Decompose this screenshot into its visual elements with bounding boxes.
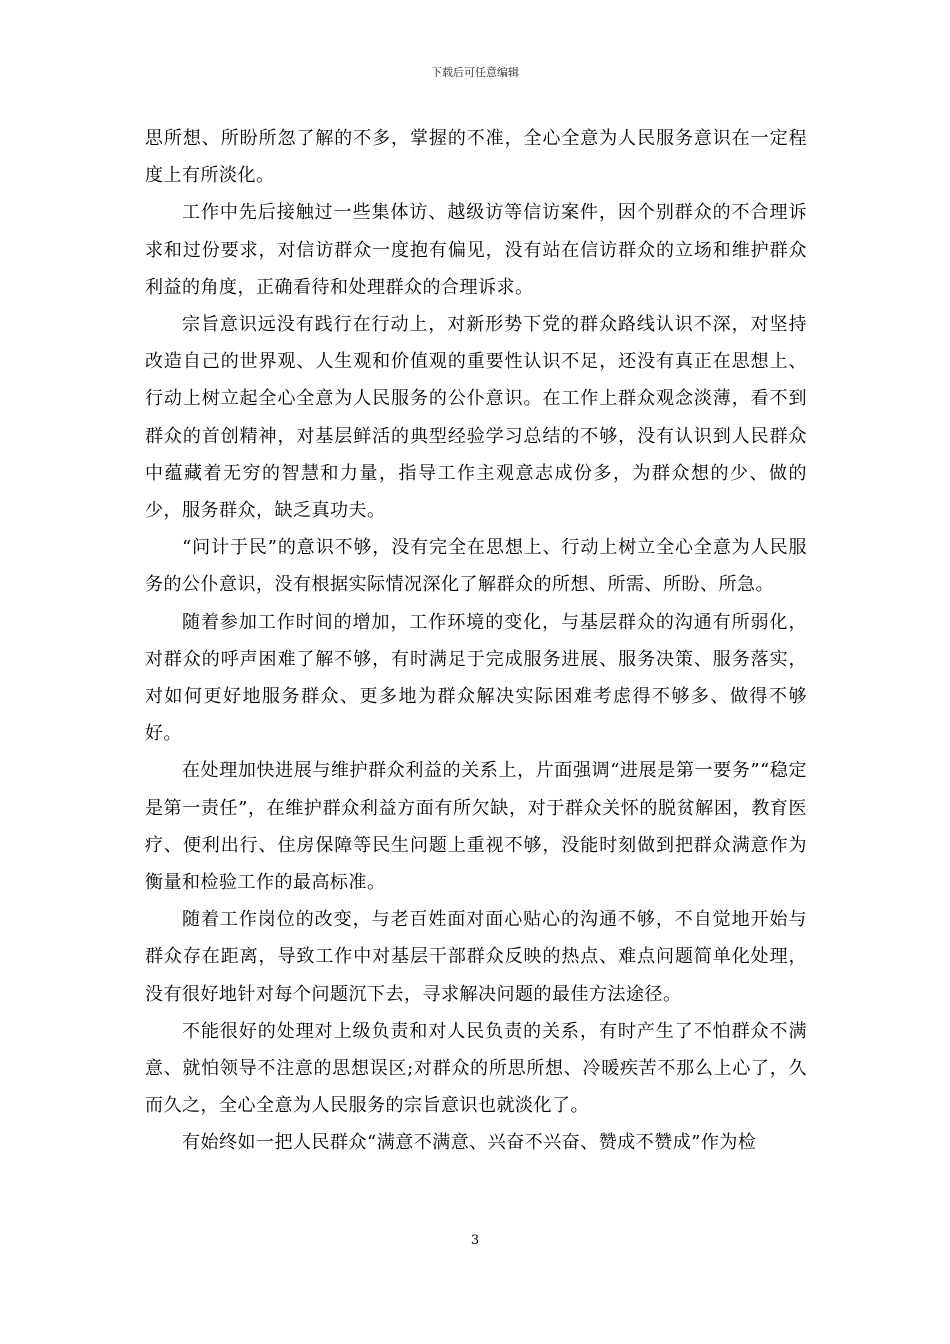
paragraph-continuation: 思所想、所盼所忽了解的不多，掌握的不准，全心全意为人民服务意识在一定程度上有所淡化。 bbox=[145, 128, 807, 187]
paragraph: 宗旨意识远没有践行在行动上，对新形势下党的群众路线认识不深，对坚持改造自己的世界观、人生观和价值观的重要性认识不足，还没有真正在思想上、行动上树立起全心全意为人民服务的公仆意识。在工作上群众观念淡薄，看不到群众的首创精神，对基层鲜活的典型经验学习总结的不够，没有认识到人民群众中蕴藏着无穷的智慧和力量，指导工作主观意志成份多，为群众想的少、做的少，服务群众，缺乏真功夫。 bbox=[145, 314, 807, 522]
paragraph: 在处理加快进展与维护群众利益的关系上，片面强调“进展是第一要务”“稳定是第一责任”，在维护群众利益方面有所欠缺，对于群众关怀的脱贫解困，教育医疗、便利出行、住房保障等民生问题上重视不够，没能时刻做到把群众满意作为衡量和检验工作的最高标准。 bbox=[145, 760, 807, 894]
paragraph: 随着参加工作时间的增加，工作环境的变化，与基层群众的沟通有所弱化，对群众的呼声困难了解不够，有时满足于完成服务进展、服务决策、服务落实，对如何更好地服务群众、更多地为群众解决实际困难考虑得不够多、做得不够好。 bbox=[145, 611, 807, 745]
paragraph: 有始终如一把人民群众“满意不满意、兴奋不兴奋、赞成不赞成”作为检 bbox=[182, 1132, 757, 1154]
paragraph: 随着工作岗位的改变，与老百姓面对面心贴心的沟通不够，不自觉地开始与群众存在距离，导致工作中对基层干部群众反映的热点、难点问题简单化处理，没有很好地针对每个问题沉下去，寻求解决问题的最佳方法途径。 bbox=[145, 909, 807, 1005]
page-number: 3 bbox=[470, 1233, 480, 1248]
paragraph: 工作中先后接触过一些集体访、越级访等信访案件，因个别群众的不合理诉求和过份要求，对信访群众一度抱有偏见，没有站在信访群众的立场和维护群众利益的角度，正确看待和处理群众的合理诉求。 bbox=[145, 202, 807, 298]
document-body bbox=[145, 120, 807, 1162]
paragraph: 不能很好的处理对上级负责和对人民负责的关系，有时产生了不怕群众不满意、就怕领导不注意的思想误区;对群众的所思所想、冷暖疾苦不那么上心了，久而久之，全心全意为人民服务的宗旨意识也就淡化了。 bbox=[145, 1020, 807, 1117]
paragraph: “问计于民”的意识不够，没有完全在思想上、行动上树立全心全意为人民服务的公仆意识，没有根据实际情况深化了解群众的所想、所需、所盼、所急。 bbox=[145, 537, 807, 596]
page-header: 下载后可任意编辑 bbox=[431, 66, 519, 79]
